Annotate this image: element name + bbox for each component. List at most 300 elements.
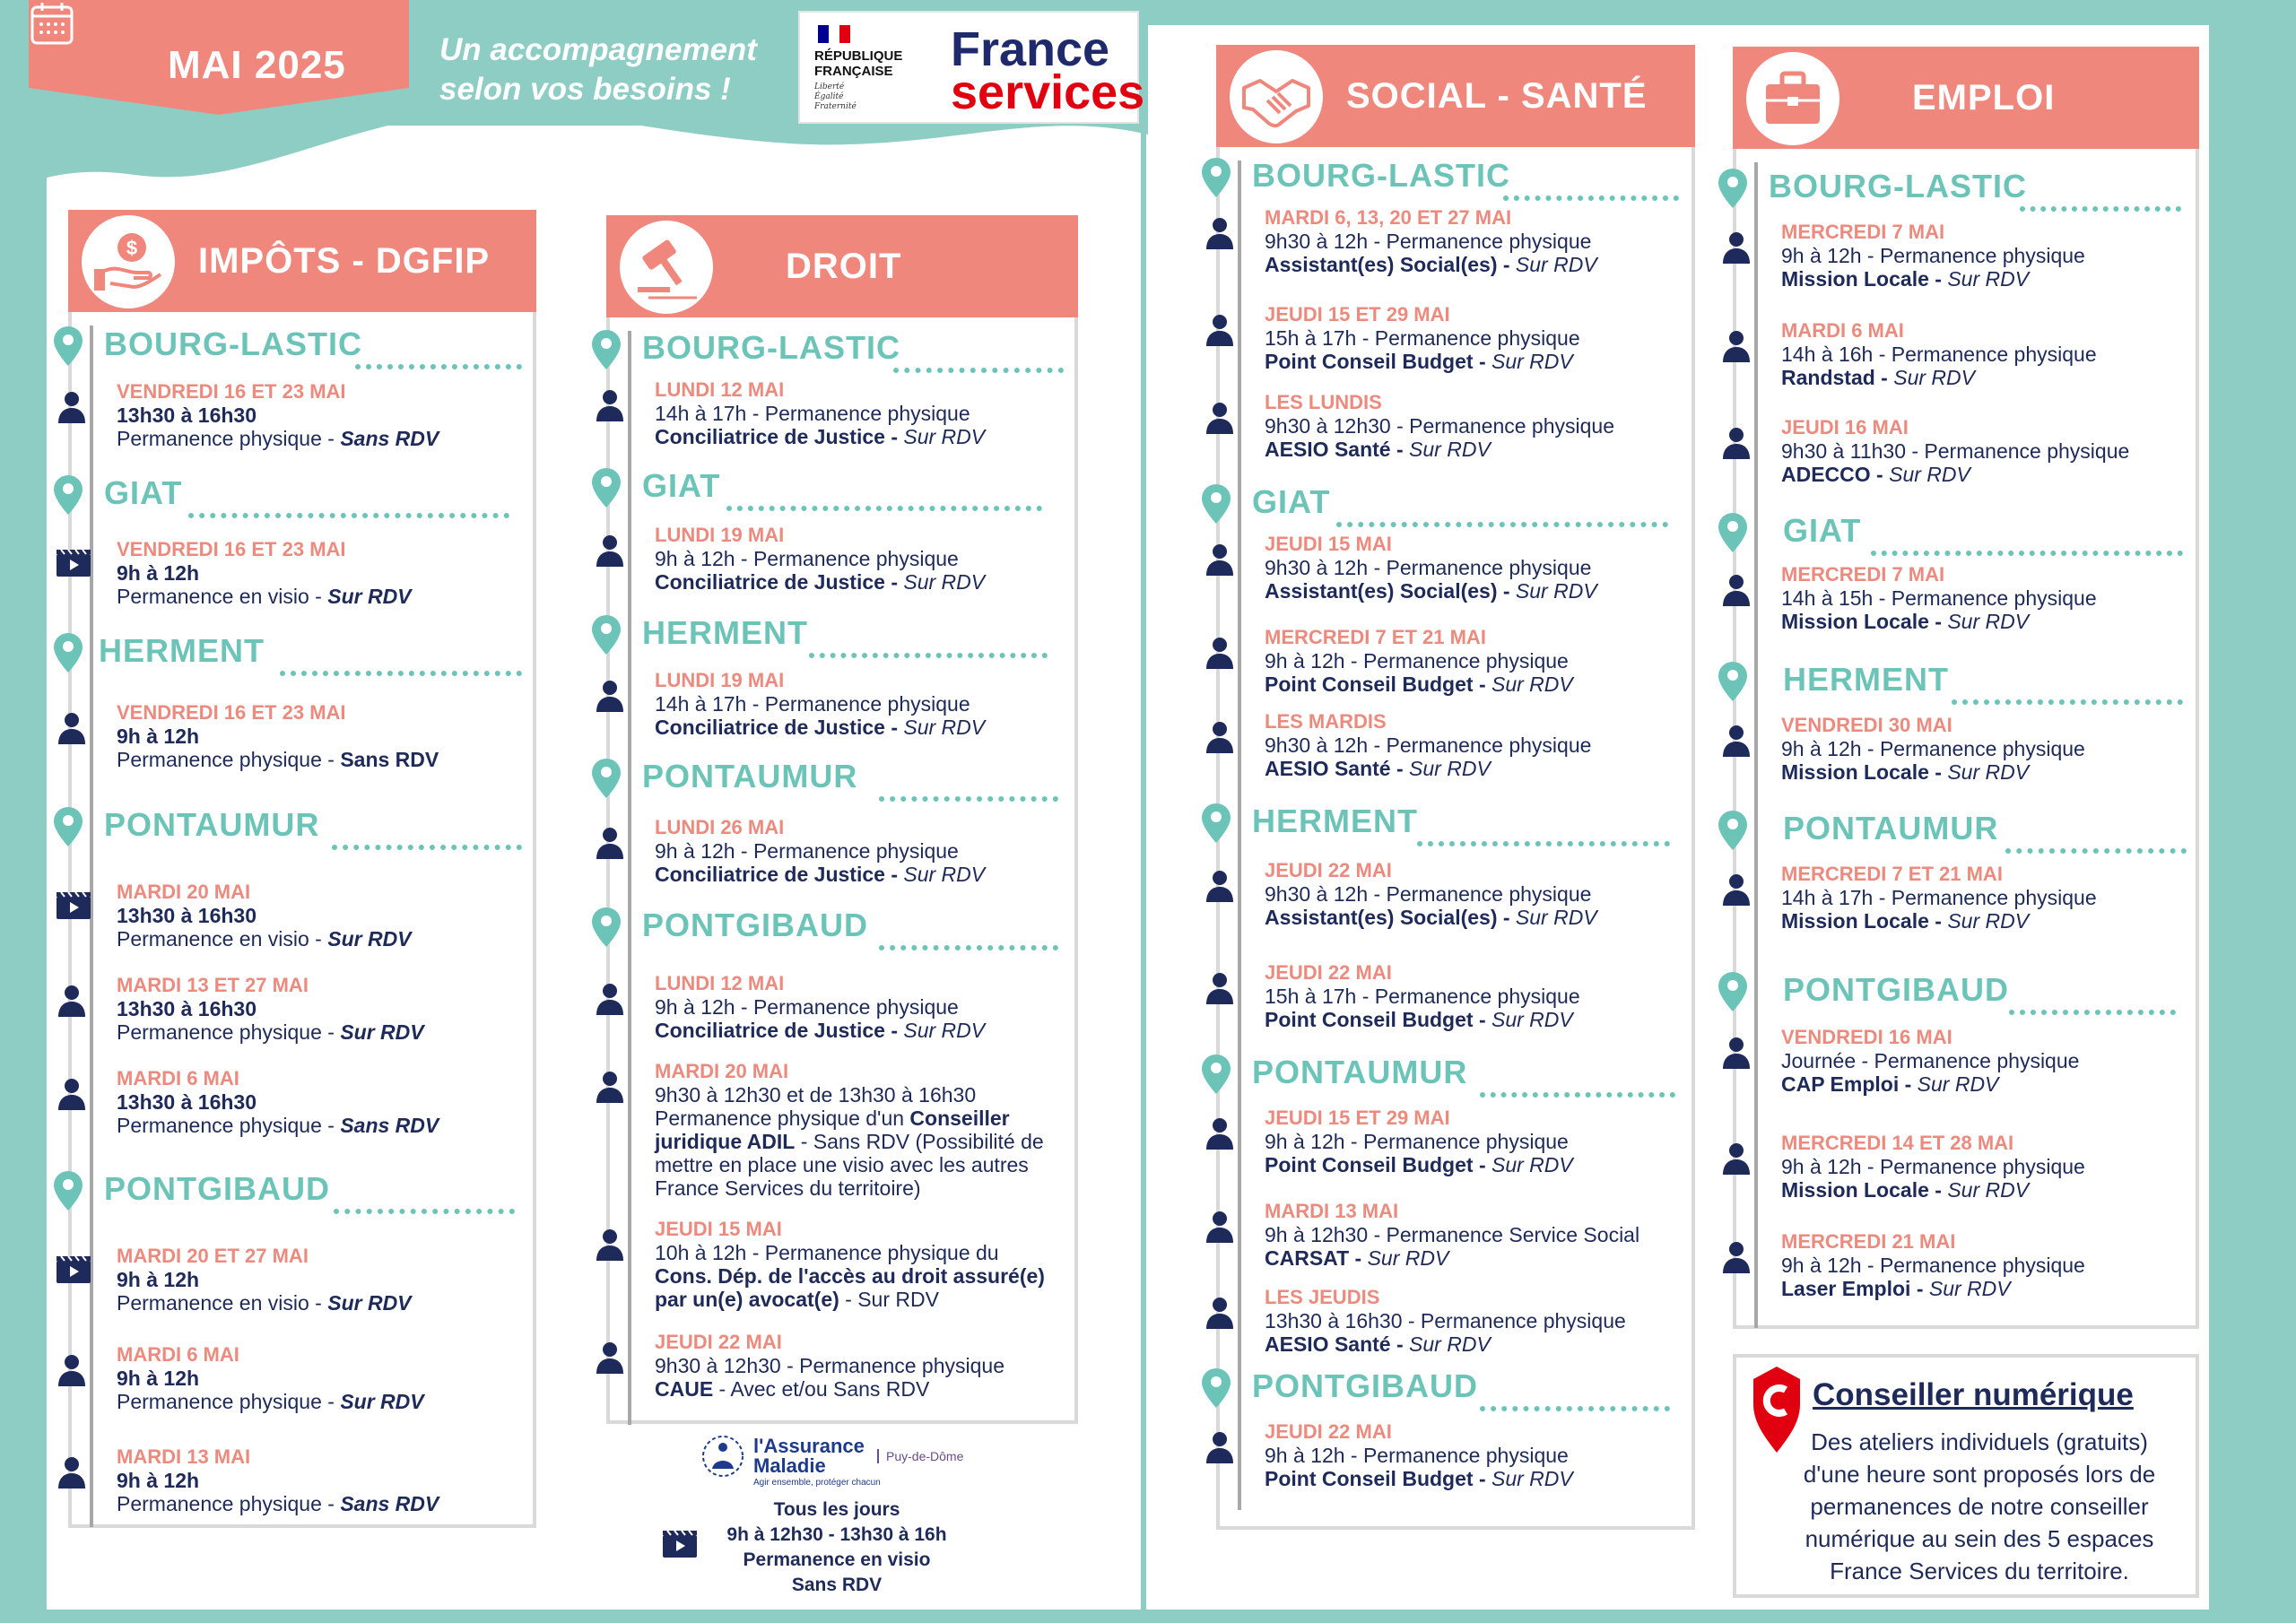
- event-rdv: Sur RDV: [1515, 253, 1597, 276]
- location-name: BOURG-LASTIC: [1252, 157, 1510, 194]
- event-date: LES LUNDIS: [1265, 391, 1382, 413]
- event-date: LUNDI 12 MAI: [655, 972, 785, 994]
- republique-francaise: [814, 48, 902, 79]
- event-who-line: [1265, 579, 1681, 603]
- event-rdv: Sur RDV: [1409, 438, 1491, 461]
- event-text: [1265, 206, 1681, 276]
- dotted-leader: [1952, 669, 2183, 705]
- assurance-maladie-logo: [698, 1433, 985, 1488]
- event-who-line: [1781, 1178, 2185, 1202]
- impots-header: [68, 210, 536, 312]
- event-who: ADECCO -: [1781, 463, 1890, 486]
- logo-word-france: France: [951, 22, 1110, 76]
- event-mode: Permanence physique -: [117, 427, 341, 450]
- event-who-line: [1781, 1277, 2185, 1300]
- column-social-sante: [1216, 45, 1695, 1530]
- location-pin-icon: [1718, 662, 1747, 701]
- event-text: [1781, 563, 2185, 633]
- dotted-leader: [2005, 818, 2187, 854]
- event-time: 9h à 12h: [117, 1268, 200, 1291]
- event-who-line: [1781, 366, 2185, 389]
- event-desc: [117, 1020, 522, 1044]
- event-date: VENDREDI 16 ET 23 MAI: [117, 380, 346, 403]
- gavel-icon: [631, 231, 702, 303]
- event-line: 9h30 à 12h30 et de 13h30 à 16h30: [655, 1083, 977, 1107]
- dotted-leader: [334, 1178, 515, 1214]
- event-text: [117, 1445, 522, 1515]
- location-name: HERMENT: [1252, 803, 1418, 839]
- event-time: 13h30 à 16h30: [117, 997, 257, 1020]
- calendar-icon: [29, 0, 75, 47]
- event-text: [117, 701, 522, 771]
- event-who: Randstad -: [1781, 366, 1894, 389]
- event-date: JEUDI 22 MAI: [1265, 859, 1392, 881]
- event-date: MARDI 6, 13, 20 ET 27 MAI: [1265, 206, 1512, 229]
- event-text: [1265, 710, 1681, 780]
- event-date: MERCREDI 7 ET 21 MAI: [1265, 626, 1486, 648]
- event-who: Mission Locale -: [1781, 909, 1948, 933]
- cn-line5: France Services du territoire.: [1830, 1558, 2129, 1584]
- event-who-line: [1265, 1008, 1681, 1031]
- event-rdv: Sur RDV: [340, 1390, 424, 1413]
- event-line: 14h à 17h - Permanence physique: [655, 692, 970, 716]
- location-name: HERMENT: [1783, 661, 1949, 698]
- event-rdv: Sur RDV: [1917, 1072, 1999, 1096]
- event-who-line: [1781, 1072, 2185, 1096]
- video-call-icon: [662, 1530, 698, 1558]
- event-who-line: [1265, 1153, 1681, 1176]
- event-who: Laser Emploi -: [1781, 1277, 1929, 1300]
- dotted-leader: [893, 337, 1064, 373]
- money-hand-icon: [92, 226, 164, 298]
- location-pin-icon: [1202, 484, 1231, 524]
- event-text: [1781, 221, 2185, 291]
- cn-line3: permanences de notre conseiller: [1810, 1493, 2149, 1520]
- location-pin-icon: [54, 475, 83, 515]
- event-desc: [117, 1390, 522, 1413]
- in-person-icon: [56, 1078, 88, 1110]
- in-person-icon: [1204, 402, 1236, 434]
- event-line: 9h30 à 11h30 - Permanence physique: [1781, 439, 2130, 463]
- dotted-leader: [1503, 165, 1679, 201]
- event-line: 9h à 12h - Permanence physique: [1781, 244, 2085, 267]
- location-pin-icon: [1202, 158, 1231, 197]
- event-line: 9h30 à 12h30 - Permanence physique: [1265, 414, 1615, 438]
- event-date: JEUDI 16 MAI: [1781, 416, 1909, 438]
- location-name: BOURG-LASTIC: [642, 329, 900, 366]
- event-rdv: Sur RDV: [1492, 1467, 1573, 1490]
- event-mode: Permanence physique -: [117, 1492, 341, 1515]
- event-line5: France Services du territoire): [655, 1176, 921, 1200]
- location-pin-icon: [592, 330, 621, 369]
- event-rdv: Sur RDV: [327, 1291, 412, 1315]
- event-line: Journée - Permanence physique: [1781, 1049, 2080, 1072]
- event-line4: mettre en place une visio avec les autres: [655, 1153, 1029, 1176]
- event-who-line: [655, 1377, 1064, 1401]
- location-name: GIAT: [642, 467, 721, 504]
- dotted-leader: [809, 622, 1048, 658]
- dotted-leader: [332, 814, 522, 850]
- event-line: 9h à 12h30 - Permanence Service Social: [1265, 1223, 1640, 1246]
- event-date: MERCREDI 7 MAI: [1781, 221, 1945, 243]
- event-date: JEUDI 15 MAI: [655, 1218, 782, 1240]
- event-text: [655, 524, 1064, 594]
- event-desc: [117, 1492, 522, 1515]
- event-line: 9h30 à 12h - Permanence physique: [1265, 230, 1592, 253]
- event-who: Mission Locale -: [1781, 760, 1948, 784]
- event-text: [1781, 1230, 2185, 1300]
- event-rdv: Sans RDV: [340, 1492, 439, 1515]
- location-pin-icon: [1202, 1055, 1231, 1094]
- event-who: CAUE: [655, 1377, 714, 1401]
- event-line2a: Permanence physique d'un: [655, 1107, 910, 1130]
- droit-header: [606, 215, 1078, 317]
- event-desc: [117, 927, 522, 950]
- event-line: 9h30 à 12h - Permanence physique: [1265, 556, 1592, 579]
- event-text: [1265, 391, 1681, 461]
- event-rdv: Sur RDV: [1947, 267, 2030, 291]
- event-date: MARDI 13 MAI: [117, 1445, 251, 1468]
- location-name: BOURG-LASTIC: [1769, 168, 2027, 204]
- conseiller-numerique-box: [1733, 1354, 2199, 1598]
- location-pin-icon: [54, 1171, 83, 1211]
- event-line: 9h à 12h - Permanence physique: [1781, 1254, 2085, 1277]
- event-line: 9h30 à 12h - Permanence physique: [1265, 733, 1592, 757]
- column-impots: [68, 210, 536, 1528]
- dotted-leader: [2020, 176, 2181, 212]
- in-person-icon: [1204, 972, 1236, 1004]
- month-banner: [29, 0, 409, 115]
- dotted-leader: [280, 640, 522, 676]
- event-date: LES JEUDIS: [1265, 1286, 1380, 1308]
- location-pin-icon: [592, 615, 621, 655]
- dotted-leader: [355, 334, 522, 369]
- dotted-leader: [879, 766, 1058, 802]
- event-rdv: Sur RDV: [903, 425, 986, 448]
- column-emploi: [1733, 47, 2199, 1329]
- event-text: [117, 974, 522, 1044]
- dotted-leader: [2009, 979, 2176, 1015]
- assurance-schedule: [698, 1497, 976, 1598]
- event-who: Mission Locale -: [1781, 267, 1948, 291]
- cn-line1: Des ateliers individuels (gratuits): [1811, 1428, 2148, 1455]
- event-text: [1265, 961, 1681, 1031]
- location-name: GIAT: [1783, 512, 1862, 549]
- in-person-icon: [56, 1456, 88, 1488]
- event-date: MARDI 6 MAI: [1781, 319, 1904, 342]
- event-rdv: Sur RDV: [1409, 1332, 1491, 1356]
- event-date: VENDREDI 30 MAI: [1781, 714, 1952, 736]
- event-time: 9h à 12h: [117, 1469, 200, 1492]
- event-rdv: Sur RDV: [340, 1020, 424, 1044]
- event-date: MERCREDI 14 ET 28 MAI: [1781, 1132, 2014, 1154]
- event-rdv: Sur RDV: [1367, 1246, 1449, 1270]
- event-who-line: [1265, 350, 1681, 373]
- location-name: PONTAUMUR: [642, 758, 858, 794]
- location-pin-icon: [54, 326, 83, 366]
- emploi-header-badge: [1746, 52, 1839, 145]
- event-text: [655, 669, 1064, 739]
- event-mode: Permanence physique -: [117, 748, 341, 771]
- event-text: [655, 972, 1064, 1042]
- in-person-icon: [594, 534, 626, 567]
- event-line: 9h à 12h - Permanence physique: [655, 547, 959, 570]
- event-text: [1781, 1026, 2185, 1096]
- tagline-line1: Un accompagnement: [439, 32, 757, 67]
- event-date: VENDREDI 16 ET 23 MAI: [117, 538, 346, 560]
- event-date: MERCREDI 21 MAI: [1781, 1230, 1956, 1253]
- social-header: [1216, 45, 1695, 147]
- month-label: MAI 2025: [168, 43, 346, 87]
- event-rdv: Sur RDV: [1928, 1277, 2011, 1300]
- event-rdv: Sur RDV: [1947, 610, 2030, 633]
- event-desc: [117, 1291, 522, 1315]
- location-pin-icon: [592, 468, 621, 508]
- in-person-icon: [594, 1228, 626, 1261]
- event-line: 9h à 12h - Permanence physique: [1265, 1130, 1569, 1153]
- event-rdv: Sur RDV: [903, 863, 986, 886]
- rf-motto3: Fraternité: [814, 102, 857, 111]
- event-who-line: [1265, 1332, 1681, 1356]
- dotted-leader: [1480, 1062, 1675, 1098]
- event-who-line: [655, 716, 1064, 739]
- event-line: 14h à 16h - Permanence physique: [1781, 343, 2097, 366]
- event-who-line: [1265, 253, 1681, 276]
- france-services-logo: [798, 11, 1145, 124]
- event-rdv: Sans RDV: [340, 427, 439, 450]
- in-person-icon: [1720, 231, 1752, 264]
- event-text: [1265, 1200, 1681, 1270]
- location-name: GIAT: [1252, 483, 1331, 520]
- event-mode: Permanence physique -: [117, 1114, 341, 1137]
- event-date: MERCREDI 7 MAI: [1781, 563, 1945, 586]
- event-line: 9h à 12h - Permanence physique: [1781, 737, 2085, 760]
- event-line3a: juridique ADIL: [655, 1130, 796, 1153]
- event-who-line: [655, 425, 1064, 448]
- am-line4: Sans RDV: [791, 1575, 883, 1595]
- event-time: 13h30 à 16h30: [117, 904, 257, 927]
- event-rdv: Sur RDV: [1492, 350, 1573, 373]
- event-rdv: Sur RDV: [1492, 673, 1573, 696]
- event-who-line: [655, 1019, 1064, 1042]
- video-call-icon: [56, 1255, 91, 1284]
- in-person-icon: [1720, 330, 1752, 362]
- event-who: Conciliatrice de Justice -: [655, 863, 904, 886]
- event-text: [1265, 1107, 1681, 1176]
- event-text: [117, 538, 522, 608]
- location-pin-icon: [1718, 972, 1747, 1011]
- location-pin-icon: [54, 807, 83, 846]
- event-who: Mission Locale -: [1781, 610, 1948, 633]
- event-line2b: Conseiller: [909, 1107, 1010, 1130]
- event-line: 15h à 17h - Permanence physique: [1265, 985, 1580, 1008]
- tagline-line2: selon vos besoins !: [439, 72, 731, 107]
- event-who: AESIO Santé -: [1265, 438, 1410, 461]
- event-who-line: [1265, 1467, 1681, 1490]
- event-line: 9h à 12h - Permanence physique: [655, 995, 959, 1019]
- event-time: 13h30 à 16h30: [117, 1090, 257, 1114]
- conseiller-text: [1772, 1426, 2187, 1587]
- event-line3: [655, 1288, 1064, 1311]
- event-rdv: Sur RDV: [903, 570, 986, 594]
- event-date: MARDI 6 MAI: [117, 1343, 239, 1366]
- location-name: PONTGIBAUD: [1783, 971, 2009, 1008]
- marianne-flag-icon: [818, 25, 850, 43]
- in-person-icon: [594, 1341, 626, 1374]
- event-who-line: [1265, 1246, 1681, 1270]
- location-pin-icon: [1718, 169, 1747, 208]
- event-desc: [117, 585, 522, 608]
- event-text: [655, 1060, 1064, 1200]
- event-time: 9h à 12h: [117, 561, 200, 585]
- location-name: PONTAUMUR: [1783, 810, 1999, 846]
- in-person-icon: [56, 985, 88, 1017]
- event-text: [1265, 859, 1681, 929]
- event-who: Conciliatrice de Justice -: [655, 1019, 904, 1042]
- impots-header-badge: [82, 215, 175, 308]
- event-line3b: - Sur RDV: [839, 1288, 939, 1311]
- in-person-icon: [594, 1071, 626, 1103]
- event-mode: Permanence physique -: [117, 1020, 341, 1044]
- location-name: GIAT: [104, 474, 183, 511]
- assurance-maladie-name: [753, 1436, 865, 1476]
- rf-motto2: Égalité: [814, 92, 844, 101]
- event-rdv: Sur RDV: [1893, 366, 1975, 389]
- event-text: [1265, 1420, 1681, 1490]
- event-rdv: Sur RDV: [1889, 463, 1970, 486]
- event-who: Point Conseil Budget -: [1265, 673, 1492, 696]
- event-date: MARDI 13 ET 27 MAI: [117, 974, 309, 996]
- in-person-icon: [1204, 543, 1236, 576]
- am-name1: l'Assurance: [753, 1435, 865, 1457]
- logo-word-services: services: [951, 65, 1145, 119]
- cn-line4: numérique au sein des 5 espaces: [1805, 1525, 2154, 1552]
- droit-title: DROIT: [786, 247, 902, 286]
- event-who: Point Conseil Budget -: [1265, 1153, 1492, 1176]
- event-text: [1781, 714, 2185, 784]
- event-line: 9h30 à 12h - Permanence physique: [1265, 882, 1592, 906]
- event-rdv: Sur RDV: [1947, 909, 2030, 933]
- event-text: [1265, 533, 1681, 603]
- in-person-icon: [594, 389, 626, 421]
- event-who: Point Conseil Budget -: [1265, 1467, 1492, 1490]
- event-line2: Cons. Dép. de l'accès au droit assuré(e): [655, 1264, 1045, 1288]
- in-person-icon: [1204, 637, 1236, 669]
- in-person-icon: [1720, 1241, 1752, 1273]
- event-who-line: [1265, 757, 1681, 780]
- event-who: CAP Emploi -: [1781, 1072, 1918, 1096]
- video-call-icon: [56, 891, 91, 920]
- in-person-icon: [56, 391, 88, 423]
- event-who: Assistant(es) Social(es) -: [1265, 253, 1516, 276]
- event-mode: Permanence physique -: [117, 1390, 341, 1413]
- handshake-icon: [1240, 61, 1312, 133]
- event-text: [1265, 1286, 1681, 1356]
- event-rdv: Sur RDV: [1515, 579, 1597, 603]
- event-who: CARSAT -: [1265, 1246, 1368, 1270]
- cn-line2: d'une heure sont proposés lors de: [1803, 1461, 2156, 1488]
- event-date: JEUDI 22 MAI: [1265, 1420, 1392, 1443]
- event-line: 9h à 12h - Permanence physique: [1265, 649, 1569, 673]
- event-who: Assistant(es) Social(es) -: [1265, 579, 1516, 603]
- event-mode: Permanence en visio -: [117, 1291, 328, 1315]
- event-rdv: Sans RDV: [340, 1114, 439, 1137]
- event-who: AESIO Santé -: [1265, 757, 1410, 780]
- assurance-slogan: Agir ensemble, protéger chacun: [753, 1478, 881, 1488]
- conseiller-title: Conseiller numérique: [1813, 1377, 2134, 1412]
- dotted-leader: [1336, 491, 1668, 527]
- location-pin-icon: [1718, 513, 1747, 552]
- event-line: 13h30 à 16h30 - Permanence physique: [1265, 1309, 1626, 1332]
- event-who: AESIO Santé -: [1265, 1332, 1410, 1356]
- location-name: PONTAUMUR: [1252, 1054, 1468, 1090]
- event-who-line: [1781, 463, 2185, 486]
- event-rdv: Sur RDV: [1947, 760, 2030, 784]
- svg-text:$: $: [126, 237, 138, 259]
- in-person-icon: [594, 983, 626, 1015]
- event-line: 10h à 12h - Permanence physique du: [655, 1241, 999, 1264]
- event-date: JEUDI 15 ET 29 MAI: [1265, 1107, 1450, 1129]
- am-name2: Maladie: [753, 1454, 826, 1477]
- event-rdv: Sur RDV: [327, 585, 412, 608]
- event-line3b: - Sans RDV (Possibilité de: [795, 1130, 1044, 1153]
- dotted-leader: [1417, 811, 1670, 846]
- event-text: [655, 1331, 1064, 1401]
- event-date: LES MARDIS: [1265, 710, 1387, 733]
- event-text: [655, 1218, 1064, 1311]
- event-who-line: [1265, 673, 1681, 696]
- event-text: [117, 1067, 522, 1137]
- in-person-icon: [1204, 1211, 1236, 1243]
- event-rdv: Sur RDV: [903, 716, 986, 739]
- assurance-department: Puy-de-Dôme: [877, 1449, 963, 1463]
- location-pin-icon: [1202, 803, 1231, 843]
- event-date: JEUDI 15 MAI: [1265, 533, 1392, 555]
- event-who: Conciliatrice de Justice -: [655, 716, 904, 739]
- event-line: 9h30 à 12h30 - Permanence physique: [655, 1354, 1005, 1377]
- event-text: [117, 380, 522, 450]
- event-text: [117, 1343, 522, 1413]
- event-who: Point Conseil Budget -: [1265, 1008, 1492, 1031]
- event-rdv: - Avec et/ou Sans RDV: [713, 1377, 930, 1401]
- rf-motto: [814, 82, 857, 112]
- in-person-icon: [1720, 725, 1752, 757]
- event-who-line: [1781, 909, 2185, 933]
- event-rdv: Sur RDV: [1492, 1008, 1573, 1031]
- emploi-header: [1733, 47, 2199, 149]
- am-line3: Permanence en visio: [743, 1549, 931, 1570]
- event-text: [655, 816, 1064, 886]
- event-text: [1265, 303, 1681, 373]
- event-date: LUNDI 12 MAI: [655, 378, 785, 401]
- in-person-icon: [1204, 217, 1236, 249]
- in-person-icon: [1204, 721, 1236, 753]
- assurance-maladie-icon: [698, 1433, 748, 1480]
- event-rdv: Sur RDV: [903, 1019, 986, 1042]
- location-pin-icon: [1718, 811, 1747, 850]
- emploi-timeline: [1754, 162, 1758, 1328]
- event-text: [1781, 416, 2185, 486]
- event-text: [117, 1245, 522, 1315]
- event-who: Mission Locale -: [1781, 1178, 1948, 1202]
- event-time: 9h à 12h: [117, 725, 200, 748]
- event-who-line: [1781, 760, 2185, 784]
- am-line1: Tous les jours: [773, 1499, 900, 1520]
- event-date: LUNDI 19 MAI: [655, 669, 785, 691]
- event-who: Conciliatrice de Justice -: [655, 425, 904, 448]
- event-line: 9h à 12h - Permanence physique: [655, 839, 959, 863]
- event-who-line: [655, 570, 1064, 594]
